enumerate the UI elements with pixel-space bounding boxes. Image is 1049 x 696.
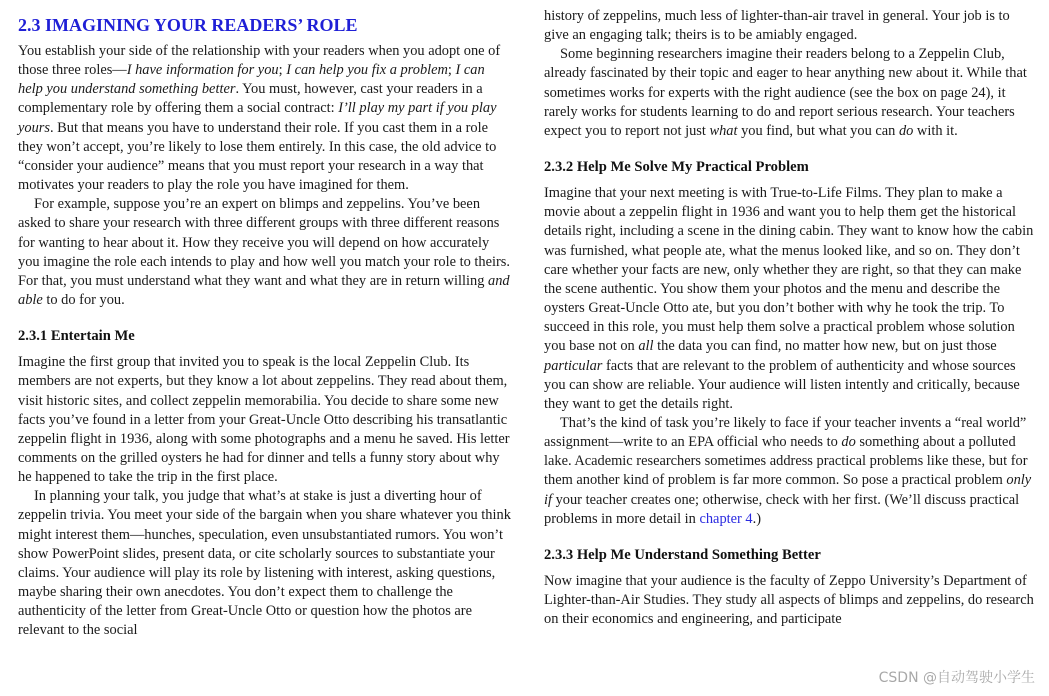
italic-text: do: [898, 122, 914, 139]
italic-text: only if: [544, 472, 1032, 508]
text-run: That’s the kind of task you’re likely to face if your teacher invents a “real world” assignment—write to an EPA official who needs to: [544, 414, 1027, 451]
paragraph-real-world-assignment: [544, 414, 1038, 529]
italic-text: I have information for you: [126, 62, 279, 79]
italic-text: and able: [18, 272, 510, 309]
text-run: something about a polluted lake. Academic researchers sometimes address practical problems like these, but for them another kind of problem is far more common. So pose a practical problem: [544, 434, 1028, 489]
chapter-link[interactable]: chapter 4: [699, 510, 753, 527]
italic-text: I can help you understand something better: [18, 62, 485, 98]
paragraph-example-blimps: [18, 195, 512, 310]
paragraph-zeppelin-club: [18, 353, 512, 487]
text-run: You establish your side of the relationship with your readers when you adopt one of those three roles—: [18, 43, 501, 79]
text-run: facts that are relevant to the problem of authenticity and whose sources you can show are reliable. Your audience will listen intently and critically, because they want to get the details right.: [544, 357, 1020, 412]
text-run: you find, but what you can: [737, 122, 899, 139]
right-column: [544, 0, 1038, 629]
text-run: Some beginning researchers imagine their readers belong to a Zeppelin Club, already fascinated by their topic and eager to hear anything new about it. While that sometimes works for experts with the right audience (see the box on page 24), it rarely works for students learning to do and report serious research. Your teachers expect you to report not just: [544, 46, 1027, 139]
text-run: Now imagine that your audience is the faculty of Zeppo University’s Department of Lighter-than-Air Studies. They study all aspects of blimps and zeppelins, do research on their economics and engineering, and participate: [544, 572, 1034, 628]
italic-text: do: [841, 434, 856, 451]
text-run: . You must, however, cast your readers in a complementary role by offering them a social contract:: [18, 81, 483, 117]
text-run: to do for you.: [42, 292, 125, 309]
text-run: your teacher creates one; otherwise, check with her first. (We’ll discuss practical problems in more detail in: [544, 491, 1020, 527]
text-run: the data you can find, no matter how new, but on just those: [653, 338, 997, 355]
italic-text: all: [638, 338, 654, 355]
paragraph-beginning-researchers: [544, 45, 1038, 141]
text-run: For example, suppose you’re an expert on blimps and zeppelins. You’ve been asked to share your research with three different groups with three different reasons for wanting to hear about it. How they receive you will depend on how accurately you imagine the role each intends to play and how well you match your role to theirs. For that, you must understand what they want and what they are in return willing: [18, 196, 510, 289]
italic-text: what: [709, 122, 738, 139]
text-run: . But that means you have to understand their role. If you cast them in a role they won’t accept, you’re likely to lose them entirely. In this case, the old advice to “consider your audience” means that you must report your research in a way that motivates your readers to play the role you have imagined for them.: [18, 119, 497, 194]
italic-text: I can help you fix a problem: [286, 62, 448, 79]
paragraph-planning-talk: [18, 487, 512, 640]
text-run: ;: [447, 62, 456, 79]
section-title: 2.3 IMAGINING YOUR READERS’ ROLE: [18, 15, 358, 35]
text-run: Imagine that your next meeting is with True-to-Life Films. They plan to make a movie about a zeppelin flight in 1936 and want you to help them get the historical details right, including a scene in the dining cabin. They want to know how the cabin was furnished, what people ate, what the menus looked like, and so on. They don’t care whether your facts are new, only whether they are right, so that they can make the scene authentic. You show them your photos and the menu and describe the oysters Great-Uncle Otto ate, but you don’t bother with why he took the trip. To succeed in this role, you must help them solve a practical problem whose solution you base not on: [544, 185, 1034, 355]
subsection-title-practical-problem: 2.3.2 Help Me Solve My Practical Problem: [544, 159, 809, 176]
italic-text: I’ll play my part if you play yours: [18, 100, 497, 136]
paragraph-continuation: [544, 7, 1038, 45]
paragraph-roles: [18, 42, 512, 195]
text-run: with it.: [913, 122, 958, 139]
text-run: In planning your talk, you judge that what’s at stake is just a diverting hour of zeppelin trivia. You meet your side of the bargain when you share whatever you think might interest them—hunches, speculation, even unsubstantiated rumors. You won’t show PowerPoint slides, present data, or cite scholarly sources to substantiate your claims. Your audience will play its role by listening with interest, asking questions, maybe sharing their own anecdotes. You don’t expect them to challenge the authenticity of the letter from Great-Uncle Otto or question how the photos are relevant to the social: [18, 488, 511, 639]
left-column: [18, 0, 512, 641]
text-run: Imagine the first group that invited you to speak is the local Zeppelin Club. Its members are not experts, but they know a lot about zeppelins. They read about them, visit historic sites, and collect zeppelin memorabilia. You decide to share some new facts you’ve found in a letter from your Great-Uncle Otto describing his transatlantic zeppelin flight in 1936, along with some photographs and a menu he saved. His letter comments on the grilled oysters he had for dinner and tells a funny story about why he happened to take the trip in the first place.: [18, 354, 510, 486]
paragraph-true-to-life-films: [544, 184, 1038, 414]
italic-text: particular: [544, 357, 603, 374]
text-run: .): [752, 510, 761, 527]
paragraph-zeppo-university: [544, 572, 1038, 629]
watermark: CSDN @自动驾驶小学生: [878, 670, 1035, 686]
subsection-title-entertain-me: 2.3.1 Entertain Me: [18, 328, 135, 345]
subsection-title-understand-better: 2.3.3 Help Me Understand Something Better: [544, 546, 821, 563]
text-run: ;: [278, 62, 287, 79]
text-run: history of zeppelins, much less of lighter-than-air travel in general. Your job is to give an engaging talk; theirs is to be amiably engaged.: [544, 8, 1010, 44]
